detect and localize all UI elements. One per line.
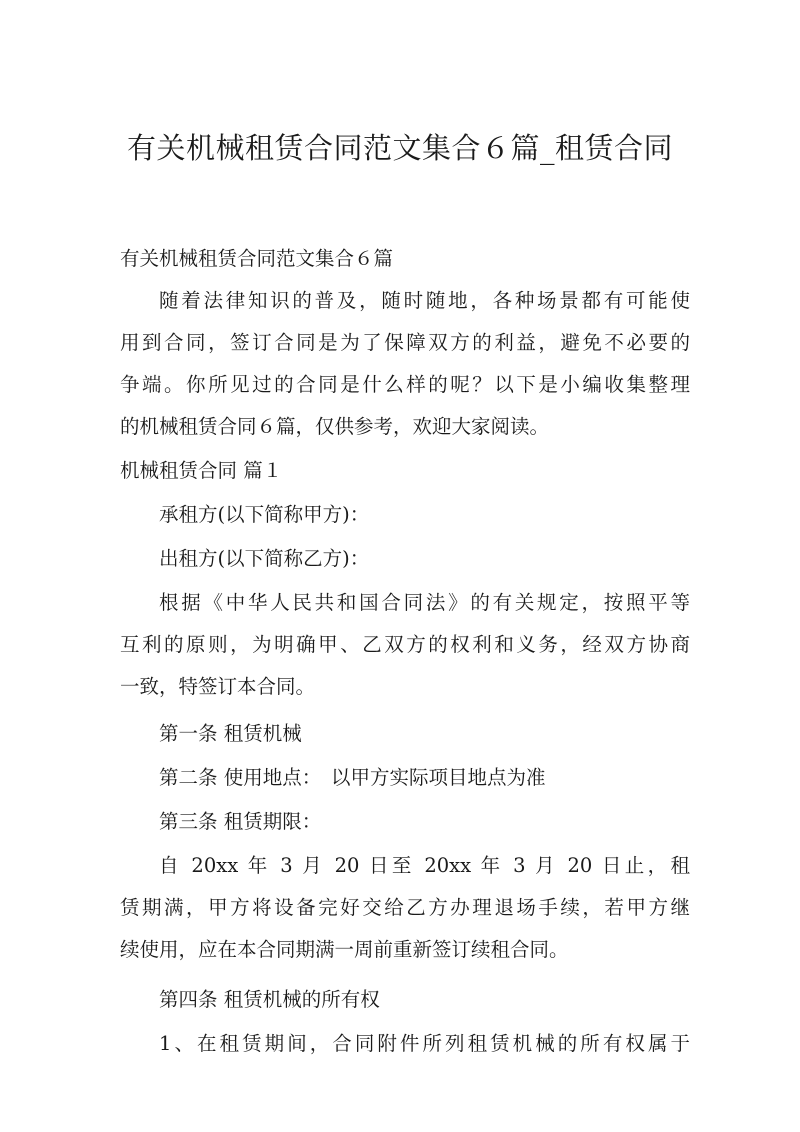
period-line-3: 续使用，应在本合同期满一周前重新签订续租合同。 bbox=[120, 938, 569, 961]
basis-line-3: 一致，特签订本合同。 bbox=[120, 675, 316, 698]
period-line-2: 赁期满，甲方将设备完好交给乙方办理退场手续，若甲方继 bbox=[120, 896, 690, 919]
basis-paragraph bbox=[120, 582, 690, 708]
basis-line-2: 互利的原则，为明确甲、乙双方的权利和义务，经双方协商 bbox=[120, 633, 690, 656]
party-a-line: 承租方(以下简称甲方)： bbox=[159, 503, 370, 526]
basis-line-1: 根据《中华人民共和国合同法》的有关规定，按照平等 bbox=[159, 591, 690, 614]
period-paragraph bbox=[120, 845, 690, 971]
period-line-1: 自 20xx 年 3 月 20 日至 20xx 年 3 月 20 日止，租 bbox=[159, 854, 690, 877]
document-subtitle: 有关机械租赁合同范文集合６篇 bbox=[120, 247, 394, 270]
article-3-heading: 第三条 租赁期限： bbox=[159, 810, 322, 833]
intro-line-4: 的机械租赁合同６篇，仅供参考，欢迎大家阅读。 bbox=[120, 415, 550, 438]
document-body bbox=[120, 238, 690, 1065]
intro-line-2: 用到合同，签订合同是为了保障双方的利益，避免不必要的 bbox=[120, 331, 690, 354]
article-2-heading: 第二条 使用地点： 以甲方实际项目地点为准 bbox=[159, 766, 546, 789]
article-4-heading: 第四条 租赁机械的所有权 bbox=[159, 988, 380, 1011]
item-1-text: 1、在租赁期间，合同附件所列租赁机械的所有权属于 bbox=[159, 1032, 690, 1055]
intro-line-1: 随着法律知识的普及，随时随地，各种场景都有可能使 bbox=[159, 289, 690, 312]
intro-line-3: 争端。你所见过的合同是什么样的呢？以下是小编收集整理 bbox=[120, 373, 690, 396]
intro-paragraph bbox=[120, 280, 690, 448]
item-1-line bbox=[120, 1023, 690, 1065]
article-1-heading: 第一条 租赁机械 bbox=[159, 722, 302, 745]
document-title: 有关机械租赁合同范文集合６篇_租赁合同 bbox=[126, 131, 673, 165]
section-heading: 机械租赁合同 篇１ bbox=[120, 459, 283, 482]
party-b-line: 出租方(以下简称乙方)： bbox=[159, 547, 370, 570]
